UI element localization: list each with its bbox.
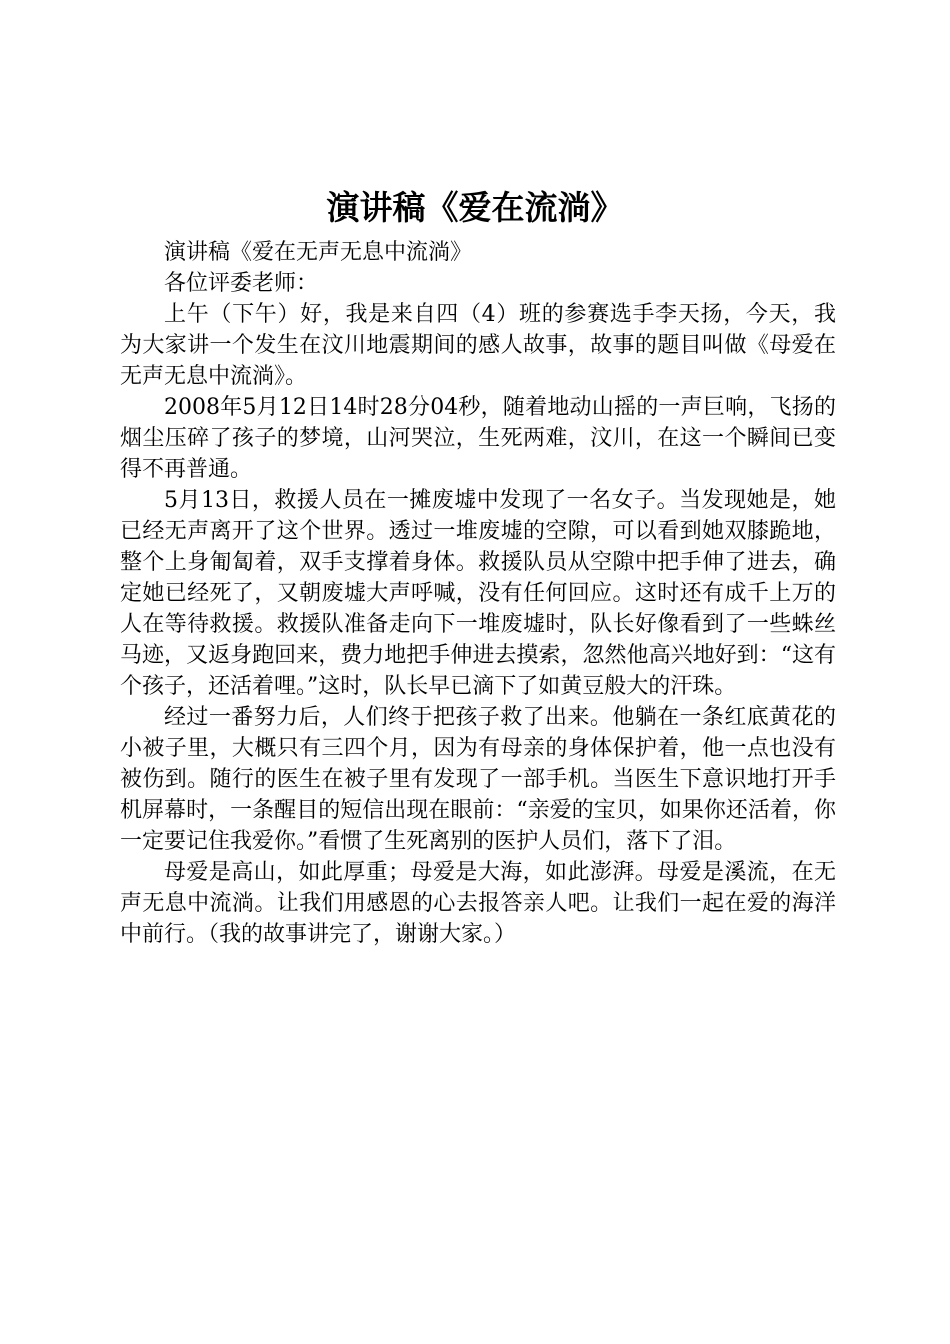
paragraph-rescue: 5月13日，救援人员在一摊废墟中发现了一名女子。当发现她是，她已经无声离开了这个世界。透过一堆废墟的空隙，可以看到她双膝跪地，整个上身匍匐着，双手支撑着身体。救援队员从空隙中把手伸了进去，确定她已经死了，又朝废墟大声呼喊，没有任何回应。这时还有成千上万的人在等待救援。救援队准备走向下一堆废墟时，队长好像看到了一些蛛丝马迹，又返身跑回来，费力地把手伸进去摸索，忽然他高兴地好到：“这有个孩子，还活着哩。”这时，队长早已滴下了如黄豆般大的汗珠。 (120, 488, 836, 699)
paragraph-baby: 经过一番努力后，人们终于把孩子救了出来。他躺在一条红底黄花的小被子里，大概只有三四个月，因为有母亲的身体保护着，他一点也没有被伤到。随行的医生在被子里有发现了一部手机。当医生下意识地打开手机屏幕时，一条醒目的短信出现在眼前：“亲爱的宝贝，如果你还活着，你一定要记住我爱你。”看惯了生死离别的医护人员们，落下了泪。 (120, 705, 836, 854)
paragraph-salutation: 各位评委老师： (164, 271, 319, 296)
paragraph-earthquake: 2008年5月12日14时28分04秒，随着地动山摇的一声巨响，飞扬的烟尘压碎了孩子的梦境，山河哭泣，生死两难，汶川，在这一个瞬间已变得不再普通。 (120, 395, 836, 482)
paragraph-conclusion: 母爱是高山，如此厚重；母爱是大海，如此澎湃。母爱是溪流，在无声无息中流淌。让我们用感恩的心去报答亲人吧。让我们一起在爱的海洋中前行。（我的故事讲完了，谢谢大家。） (120, 860, 836, 947)
paragraph-introduction: 上午（下午）好，我是来自四（4）班的参赛选手李天扬，今天，我为大家讲一个发生在汶川地震期间的感人故事，故事的题目叫做《母爱在无声无息中流淌》。 (120, 302, 836, 389)
document-title: 演讲稿《爱在流淌》 (326, 188, 624, 227)
paragraph-subtitle: 演讲稿《爱在无声无息中流淌》 (164, 240, 473, 265)
document-body (120, 237, 836, 950)
